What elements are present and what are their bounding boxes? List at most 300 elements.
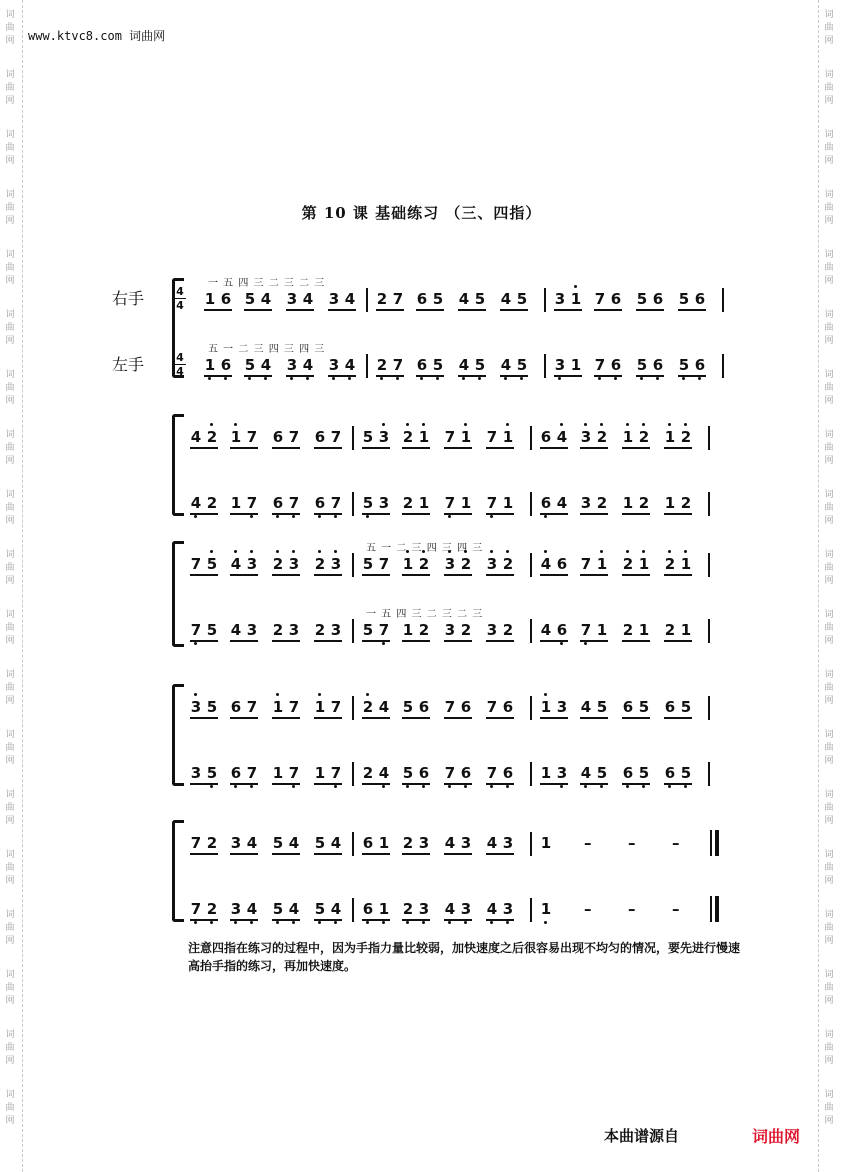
beam (444, 640, 472, 642)
barline (352, 832, 354, 856)
note-digit: 1 (540, 764, 552, 782)
note-digit: 6 (220, 290, 232, 308)
low-octave-dot (406, 785, 409, 788)
note-digit: 5 (206, 555, 218, 573)
note-digit: 1 (664, 428, 676, 446)
note (556, 764, 568, 782)
beam (540, 640, 568, 642)
beam (486, 717, 514, 719)
note-digit: 5 (636, 356, 648, 374)
note-digit: 2 (418, 621, 430, 639)
low-octave-dot (292, 785, 295, 788)
note-digit: 3 (190, 764, 202, 782)
note (302, 290, 314, 308)
low-octave-dot (506, 785, 509, 788)
note-digit: 4 (444, 900, 456, 918)
low-octave-dot (436, 377, 439, 380)
note-digit: 1 (272, 764, 284, 782)
note (680, 428, 692, 446)
beam (594, 309, 622, 311)
low-octave-dot (668, 785, 671, 788)
watermark-char: 网 (5, 156, 15, 166)
watermark-char: 网 (824, 96, 834, 106)
note-digit: 6 (362, 900, 374, 918)
low-octave-dot (318, 921, 321, 924)
note (328, 290, 340, 308)
note (460, 428, 472, 446)
watermark-char: 词 (5, 1030, 15, 1040)
note-digit: 4 (288, 834, 300, 852)
left-hand-staff (172, 607, 722, 647)
beam (554, 375, 582, 377)
note (594, 290, 606, 308)
low-octave-dot (420, 377, 423, 380)
beam (204, 375, 232, 377)
note-digit: 4 (344, 290, 356, 308)
note (486, 698, 498, 716)
note-digit: 4 (500, 290, 512, 308)
note (418, 428, 430, 446)
note-digit: 3 (502, 834, 514, 852)
high-octave-dot (276, 693, 279, 696)
note (458, 356, 470, 374)
watermark-char: 网 (5, 456, 15, 466)
note (580, 555, 592, 573)
watermark-char: 词 (5, 910, 15, 920)
note-digit: 3 (580, 428, 592, 446)
rest-dash: – (584, 900, 592, 918)
beam (486, 919, 514, 921)
note-digit: 2 (376, 356, 388, 374)
note-digit: 1 (596, 555, 608, 573)
watermark-char: 曲 (5, 983, 15, 993)
note (378, 698, 390, 716)
beam (244, 309, 272, 311)
note (678, 356, 690, 374)
beam (244, 375, 272, 377)
high-octave-dot (668, 423, 671, 426)
note-digit: 4 (580, 698, 592, 716)
note (288, 494, 300, 512)
note-digit: 4 (500, 356, 512, 374)
site-url[interactable]: www.ktvc8.com (28, 29, 122, 43)
note (246, 900, 258, 918)
right-hand-staff (172, 414, 722, 454)
note (190, 900, 202, 918)
note-digit: 2 (664, 555, 676, 573)
barline (708, 553, 710, 577)
note-digit: 5 (638, 764, 650, 782)
note (460, 621, 472, 639)
low-octave-dot (234, 921, 237, 924)
note (378, 494, 390, 512)
note (416, 356, 428, 374)
beam (622, 640, 650, 642)
watermark-char: 网 (824, 396, 834, 406)
beam (458, 309, 486, 311)
high-octave-dot (210, 550, 213, 553)
note (556, 621, 568, 639)
note-digit: 1 (540, 698, 552, 716)
watermark-char: 网 (5, 816, 15, 826)
watermark-char: 网 (824, 516, 834, 526)
note (288, 900, 300, 918)
note-digit: 1 (638, 621, 650, 639)
beam (190, 513, 218, 515)
time-signature (174, 286, 186, 311)
barline (530, 898, 532, 922)
note (246, 834, 258, 852)
site-header[interactable] (28, 27, 165, 44)
watermark-char: 曲 (824, 263, 834, 273)
rest-dash: – (628, 900, 636, 918)
high-octave-dot (626, 550, 629, 553)
watermark-char: 网 (824, 156, 834, 166)
barline (708, 619, 710, 643)
note-digit: 3 (554, 290, 566, 308)
watermark-char: 网 (5, 396, 15, 406)
note-digit: 1 (622, 428, 634, 446)
note-digit: 6 (362, 834, 374, 852)
low-octave-dot (448, 921, 451, 924)
beam (580, 640, 608, 642)
rest-dash: – (584, 834, 592, 852)
note-digit: 7 (486, 698, 498, 716)
watermark-char: 曲 (824, 923, 834, 933)
watermark-char: 网 (5, 756, 15, 766)
watermark-char: 曲 (824, 443, 834, 453)
note-digit: 2 (362, 698, 374, 716)
beam (540, 717, 568, 719)
note-digit: 3 (556, 698, 568, 716)
site-name[interactable]: 词曲网 (129, 29, 166, 43)
beam (402, 574, 430, 576)
high-octave-dot (194, 693, 197, 696)
beam (190, 640, 218, 642)
note (206, 834, 218, 852)
low-octave-dot (208, 377, 211, 380)
watermark-char: 网 (824, 636, 834, 646)
beam (444, 919, 472, 921)
instruction-text: 注意四指在练习的过程中，因为手指力量比较弱，加快速度之后很容易出现不均匀的情况，要先进行慢速高抬手指的练习，再加快速度。 (188, 941, 741, 973)
note-digit: 7 (246, 764, 258, 782)
note-digit: 5 (402, 764, 414, 782)
note (460, 555, 472, 573)
note-digit: 6 (694, 290, 706, 308)
note (206, 428, 218, 446)
note-digit: 7 (330, 764, 342, 782)
barline (722, 288, 724, 312)
beam (402, 513, 430, 515)
note (330, 621, 342, 639)
watermark-char: 词 (824, 610, 834, 620)
note-digit: 4 (302, 356, 314, 374)
beam (402, 783, 430, 785)
beam (486, 574, 514, 576)
note (246, 698, 258, 716)
note-digit: 1 (596, 621, 608, 639)
note-digit: 2 (206, 428, 218, 446)
beam (500, 375, 528, 377)
beam (230, 919, 258, 921)
note-digit: 6 (502, 764, 514, 782)
note-digit: 3 (444, 621, 456, 639)
note-digit: 6 (418, 764, 430, 782)
beam (554, 309, 582, 311)
note-digit: 2 (460, 555, 472, 573)
note-digit: 7 (378, 621, 390, 639)
note-digit: 4 (260, 356, 272, 374)
note (402, 764, 414, 782)
note (502, 698, 514, 716)
note (418, 621, 430, 639)
note (556, 555, 568, 573)
note (502, 834, 514, 852)
high-octave-dot (560, 423, 563, 426)
watermark-char: 曲 (824, 1103, 834, 1113)
time-signature (174, 352, 186, 377)
note (418, 764, 430, 782)
low-octave-dot (332, 377, 335, 380)
beam (444, 783, 472, 785)
watermark-char: 网 (5, 276, 15, 286)
note (244, 290, 256, 308)
note-digit: 3 (288, 555, 300, 573)
note (378, 834, 390, 852)
right-hand-staff (172, 276, 722, 316)
note (418, 698, 430, 716)
note-digit: 6 (460, 698, 472, 716)
note (402, 555, 414, 573)
beam (230, 513, 258, 515)
note-digit: 7 (246, 698, 258, 716)
beam (622, 447, 650, 449)
note (556, 428, 568, 446)
high-octave-dot (626, 423, 629, 426)
rest-dash: – (672, 900, 680, 918)
watermark-char: 曲 (5, 923, 15, 933)
final-barline-thick (715, 830, 719, 856)
note (636, 356, 648, 374)
site-logo[interactable]: 词曲网 (752, 1127, 801, 1146)
beam (314, 783, 342, 785)
beam (444, 717, 472, 719)
note (246, 764, 258, 782)
note-digit: 3 (328, 356, 340, 374)
note-digit: 3 (286, 356, 298, 374)
watermark-char: 曲 (824, 503, 834, 513)
note (330, 900, 342, 918)
watermark-char: 网 (5, 936, 15, 946)
note (272, 428, 284, 446)
low-octave-dot (682, 377, 685, 380)
note (638, 555, 650, 573)
note (220, 356, 232, 374)
beam (458, 375, 486, 377)
note (638, 698, 650, 716)
note-digit: 1 (502, 428, 514, 446)
note-digit: 3 (580, 494, 592, 512)
low-octave-dot (292, 515, 295, 518)
note (444, 900, 456, 918)
note (622, 698, 634, 716)
watermark-char: 词 (824, 1030, 834, 1040)
beam (664, 513, 692, 515)
low-octave-dot (448, 515, 451, 518)
note-digit: 7 (444, 698, 456, 716)
high-octave-dot (382, 423, 385, 426)
note-digit: 2 (502, 621, 514, 639)
right-watermark-strip (818, 0, 841, 1172)
beam (376, 309, 404, 311)
note (540, 555, 552, 573)
high-octave-dot (276, 550, 279, 553)
note (652, 290, 664, 308)
low-octave-dot (276, 515, 279, 518)
note (206, 621, 218, 639)
note (246, 428, 258, 446)
note-digit: 5 (362, 555, 374, 573)
note (328, 356, 340, 374)
note (460, 494, 472, 512)
note-digit: 1 (502, 494, 514, 512)
beam (678, 309, 706, 311)
note (362, 834, 374, 852)
beam (230, 640, 258, 642)
note (580, 764, 592, 782)
note-digit: 7 (594, 290, 606, 308)
note (418, 555, 430, 573)
note-digit: 4 (246, 900, 258, 918)
note-digit: 3 (556, 764, 568, 782)
note (432, 356, 444, 374)
note-digit: 1 (314, 698, 326, 716)
score-system (172, 820, 722, 920)
watermark-char: 曲 (824, 803, 834, 813)
final-barline-thin (710, 896, 712, 922)
note-digit: 3 (246, 621, 258, 639)
note (458, 290, 470, 308)
watermark-char: 词 (5, 850, 15, 860)
note (570, 290, 582, 308)
note-digit: 6 (622, 698, 634, 716)
note (272, 764, 284, 782)
low-octave-dot (264, 377, 267, 380)
beam (272, 717, 300, 719)
low-octave-dot (382, 921, 385, 924)
note (288, 621, 300, 639)
note (362, 900, 374, 918)
watermark-char: 词 (5, 190, 15, 200)
beam (664, 717, 692, 719)
note-digit: 2 (402, 900, 414, 918)
note-digit: 2 (206, 834, 218, 852)
note (330, 494, 342, 512)
note (418, 900, 430, 918)
watermark-char: 网 (5, 576, 15, 586)
low-octave-dot (504, 377, 507, 380)
note-digit: 2 (622, 555, 634, 573)
note (622, 555, 634, 573)
beam (416, 375, 444, 377)
low-octave-dot (600, 785, 603, 788)
watermark-char: 曲 (824, 623, 834, 633)
note-digit: 1 (204, 356, 216, 374)
note-digit: 5 (362, 494, 374, 512)
note-digit: 1 (570, 356, 582, 374)
page-title: 第 10 课 基础练习 （三、四指） (301, 204, 542, 222)
note-digit: 7 (330, 698, 342, 716)
beam (664, 783, 692, 785)
beam (362, 783, 390, 785)
note-digit: 4 (540, 555, 552, 573)
note (272, 555, 284, 573)
note (246, 555, 258, 573)
note-digit: 4 (378, 764, 390, 782)
note-digit: 5 (272, 834, 284, 852)
note-digit: 7 (580, 555, 592, 573)
beam (402, 447, 430, 449)
watermark-char: 曲 (5, 1103, 15, 1113)
low-octave-dot (684, 785, 687, 788)
beam (362, 853, 390, 855)
beam (286, 309, 314, 311)
beam (622, 783, 650, 785)
note (314, 698, 326, 716)
watermark-char: 词 (824, 130, 834, 140)
note-digit: 3 (230, 834, 242, 852)
watermark-char: 词 (824, 430, 834, 440)
high-octave-dot (668, 550, 671, 553)
note-digit: 1 (378, 900, 390, 918)
note (444, 764, 456, 782)
low-octave-dot (584, 785, 587, 788)
note-digit: 6 (230, 698, 242, 716)
low-octave-dot (698, 377, 701, 380)
note-digit: 5 (206, 621, 218, 639)
note (330, 698, 342, 716)
beam (486, 853, 514, 855)
note-digit: 7 (190, 555, 202, 573)
note (206, 555, 218, 573)
low-octave-dot (642, 785, 645, 788)
note (392, 290, 404, 308)
note (694, 290, 706, 308)
note-digit: 5 (638, 698, 650, 716)
note (610, 290, 622, 308)
watermark-char: 曲 (824, 23, 834, 33)
high-octave-dot (406, 423, 409, 426)
note (664, 494, 676, 512)
note (680, 621, 692, 639)
note (378, 900, 390, 918)
note (362, 698, 374, 716)
beam (272, 853, 300, 855)
note (486, 621, 498, 639)
note-digit: 1 (540, 834, 552, 852)
low-octave-dot (560, 785, 563, 788)
note-digit: 3 (378, 494, 390, 512)
fingering-annotation: 一 五 四 三 二 三 二 三 (366, 609, 484, 620)
note-digit: 1 (314, 764, 326, 782)
note-digit: 2 (680, 494, 692, 512)
low-octave-dot (656, 377, 659, 380)
note-digit: 7 (190, 900, 202, 918)
high-octave-dot (506, 550, 509, 553)
note (636, 290, 648, 308)
beam (272, 919, 300, 921)
high-octave-dot (334, 550, 337, 553)
